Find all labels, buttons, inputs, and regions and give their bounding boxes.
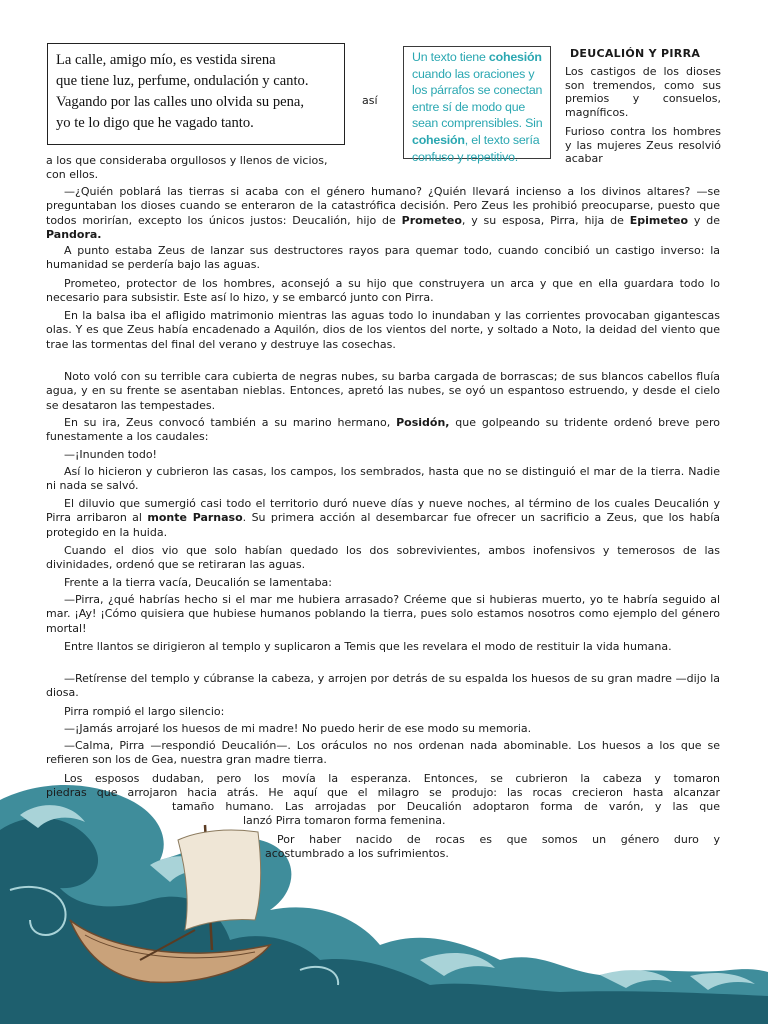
name-monte-parnaso: monte Parnaso [147, 511, 243, 525]
poem-line: La calle, amigo mío, es vestida sirena [56, 52, 276, 68]
cohesion-line: confuso y repetitivo. [412, 149, 518, 164]
story-title: DEUCALIÓN Y PIRRA [570, 47, 701, 60]
paragraph: Frente a la tierra vacía, Deucalión se lamentaba: [64, 576, 333, 589]
right-column-paragraph: Los castigos de los dioses son tremendos, como sus premios y consuelos, magníficos. [565, 65, 721, 119]
paragraph: —Retírense del templo y cúbranse la cabeza, y arrojen por detrás de su espalda los huesos de su gran madre —dijo la diosa. [46, 672, 720, 700]
right-column-paragraph: Furioso contra los hombres y las mujeres Zeus resolvió acabar [565, 125, 721, 166]
cohesion-line [412, 132, 546, 149]
paragraph-line: Por haber nacido de rocas es que somos un género duro y [277, 833, 720, 846]
paragraph-text: y de [688, 213, 720, 227]
intro-line: con ellos. [46, 168, 99, 181]
name-epimeteo: Epimeteo [629, 213, 689, 227]
intro-line: a los que consideraba orgullosos y llenos de vicios, [46, 154, 328, 167]
name-pandora: Pandora. [46, 227, 102, 241]
name-prometeo: Prometeo [401, 213, 462, 227]
paragraph-text: . Su primera acción al desembarcar fue ofrecer un sacrificio a Zeus, que los había protegido en la huida. [46, 511, 721, 539]
paragraph-text: , y su esposa, Pirra, hija de [461, 213, 630, 227]
cohesion-text: Un texto tiene [412, 50, 489, 64]
poem-line: Vagando por las calles uno olvida su pena, [56, 94, 305, 110]
name-posidon: Posidón, [396, 416, 450, 429]
paragraph: Pirra rompió el largo silencio: [64, 705, 225, 718]
cohesion-line [412, 49, 546, 66]
cohesion-note-box [403, 46, 551, 164]
paragraph: Entre llantos se dirigieron al templo y suplicaron a Temis que les revelara el modo de restituir la vida humana. [64, 640, 672, 653]
paragraph-text: que golpeando su tridente ordenó breve pero funestamente a los caudales: [46, 416, 720, 444]
paragraph [46, 497, 720, 540]
poem-box [47, 43, 345, 145]
paragraph: A punto estaba Zeus de lanzar sus destructores rayos para quemar todo, cuando concibió un castigo inverso: la humanidad se perdería bajo las aguas. [46, 244, 720, 272]
paragraph-text: En su ira, Zeus convocó también a su marino hermano, [64, 416, 397, 429]
cohesion-line: cuando las oraciones y [412, 66, 535, 81]
cohesion-line: entre sí de modo que [412, 99, 526, 114]
paragraph: Prometeo, protector de los hombres, aconsejó a su hijo que construyera un arca y que en ella guardara todo lo necesario para subsistir. Este así lo hizo, y se embarcó junto con Pirra. [46, 277, 720, 305]
paragraph-line: acostumbrado a los sufrimientos. [265, 847, 449, 860]
paragraph: En la balsa iba el afligido matrimonio mientras las aguas todo lo inundaban y las corrientes provocaban gigantescas olas. Y es que Zeus había encadenado a Aquilón, dios de los vientos del norte, y soltado a Noto, la deidad del viento que trae las tormentas del final del verano y destruye las cosechas. [46, 309, 720, 351]
cohesion-term: cohesión [488, 50, 542, 64]
cohesion-line: los párrafos se conectan [412, 83, 543, 98]
cohesion-term: cohesión [412, 132, 465, 147]
paragraph-line: piedras que arrojaron hacia atrás. He aquí que el milagro se produjo: las rocas crecieron hasta alcanzar [46, 786, 720, 799]
cohesion-line: sean comprensibles. Sin [412, 116, 543, 131]
fragment-asi: así [362, 94, 378, 107]
paragraph-text: —¿Quién poblará las tierras si acaba con el género humano? ¿Quién llevará incienso a los divinos altares? —se preguntaban los dioses cuando se enteraron de la catastrófica decisión. Pero Zeus les prohibió preocuparse, puesto que todos morirían, excepto los únicos justos: Deucalión, hijo de [46, 185, 720, 227]
poem-line: yo te lo digo que he vagado tanto. [56, 115, 254, 131]
paragraph: Cuando el dios vio que solo habían quedado los dos sobrevivientes, ambos inofensivos y temerosos de las divinidades, ordenó que se retiraran las aguas. [46, 544, 720, 572]
paragraph: —¡Jamás arrojaré los huesos de mi madre! No puedo herir de ese modo su memoria. [64, 722, 532, 735]
paragraph [46, 185, 720, 242]
paragraph [46, 416, 720, 445]
paragraph: —Pirra, ¿qué habrías hecho si el mar me hubiera arrasado? Créeme que si hubieras muerto, yo te habría seguido al mar. ¡Ay! ¡Cómo quisiera que hubiese humanos poblando la tierra, pues solo estamos nosotros como ejemplo del género mortal! [46, 593, 720, 635]
poem-line: que tiene luz, perfume, ondulación y canto. [56, 73, 309, 89]
boat-sail [178, 830, 261, 930]
paragraph-line: lanzó Pirra tomaron forma femenina. [243, 814, 446, 827]
paragraph-line: tamaño humano. Las arrojadas por Deucalión adoptaron forma de varón, y las que [172, 800, 720, 813]
paragraph: —Calma, Pirra —respondió Deucalión—. Los oráculos no nos ordenan nada abominable. Los huesos a los que se refieren son los de Gea, nuestra gran madre tierra. [46, 739, 720, 767]
cohesion-text: , el texto sería [464, 132, 540, 147]
paragraph: Así lo hicieron y cubrieron las casas, los campos, los sembrados, hasta que no se distinguió el mar de la tierra. Nadie ni nada se salvó. [46, 465, 720, 493]
paragraph: —¡Inunden todo! [64, 448, 157, 461]
paragraph: Noto voló con su terrible cara cubierta de negras nubes, su barba cargada de borrascas; de sus blancos cabellos fluía agua, y en su frente se asentaban nieblas. Entonces, apretó las nubes, se oyó un espantoso estruendo, y desde el cielo se desataron las tempestades. [46, 370, 720, 412]
paragraph-text: El diluvio que sumergió casi todo el territorio duró nueve días y nueve noches, al término de los cuales Deucalión y Pirra arribaron al [46, 497, 720, 525]
paragraph-line: Los esposos dudaban, pero los movía la esperanza. Entonces, se cubrieron la cabeza y tomaron [64, 772, 720, 785]
